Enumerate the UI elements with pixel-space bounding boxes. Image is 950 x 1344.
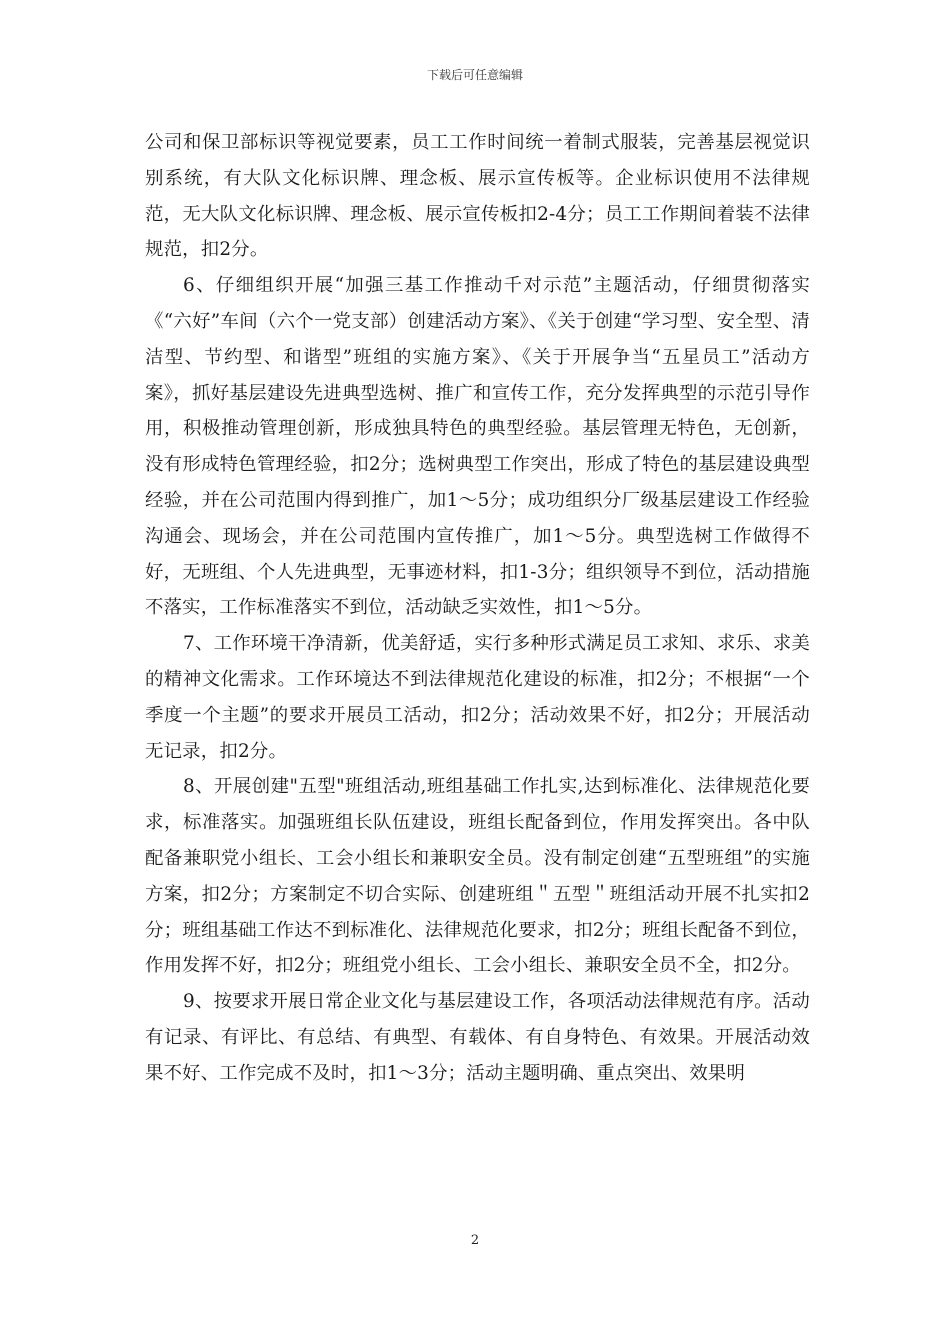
paragraph-item-7: 7、工作环境干净清新，优美舒适，实行多种形式满足员工求知、求乐、求美的精神文化需求。工作环境达不到法律规范化建设的标准，扣2分；不根据“一个季度一个主题”的要求开展员工活动，扣2分；活动效果不好，扣2分；开展活动无记录，扣2分。: [145, 633, 810, 762]
document-body: [145, 125, 810, 1092]
paragraph-item-9: 9、按要求开展日常企业文化与基层建设工作，各项活动法律规范有序。活动有记录、有评比、有总结、有典型、有载体、有自身特色、有效果。开展活动效果不好、工作完成不及时，扣1～3分；活动主题明确、重点突出、效果明: [145, 991, 810, 1084]
paragraph-continuation: 公司和保卫部标识等视觉要素，员工工作时间统一着制式服装，完善基层视觉识别系统，有大队文化标识牌、理念板、展示宣传板等。企业标识使用不法律规范，无大队文化标识牌、理念板、展示宣传板扣2-4分；员工工作期间着装不法律规范，扣2分。: [145, 132, 810, 261]
page-header-note: 下载后可任意编辑: [426, 68, 523, 82]
page-number: 2: [470, 1233, 480, 1248]
paragraph-item-8: 8、开展创建"五型"班组活动,班组基础工作扎实,达到标准化、法律规范化要求，标准落实。加强班组长队伍建设，班组长配备到位，作用发挥突出。各中队配备兼职党小组长、工会小组长和兼职安全员。没有制定创建“五型班组”的实施方案，扣2分；方案制定不切合实际、创建班组＂五型＂班组活动开展不扎实扣2分；班组基础工作达不到标准化、法律规范化要求，扣2分；班组长配备不到位，作用发挥不好，扣2分；班组党小组长、工会小组长、兼职安全员不全，扣2分。: [145, 776, 810, 977]
paragraph-item-6: 6、仔细组织开展“加强三基工作推动千对示范”主题活动，仔细贯彻落实《“六好”车间（六个一党支部）创建活动方案》、《关于创建“学习型、安全型、清洁型、节约型、和谐型”班组的实施方案》、《关于开展争当“五星员工”活动方案》，抓好基层建设先进典型选树、推广和宣传工作，充分发挥典型的示范引导作用，积极推动管理创新，形成独具特色的典型经验。基层管理无特色，无创新，没有形成特色管理经验，扣2分；选树典型工作突出，形成了特色的基层建设典型经验，并在公司范围内得到推广，加1～5分；成功组织分厂级基层建设工作经验沟通会、现场会，并在公司范围内宣传推广，加1～5分。典型选树工作做得不好，无班组、个人先进典型，无事迹材料，扣1-3分；组织领导不到位，活动措施不落实，工作标准落实不到位，活动缺乏实效性，扣1～5分。: [145, 275, 810, 619]
